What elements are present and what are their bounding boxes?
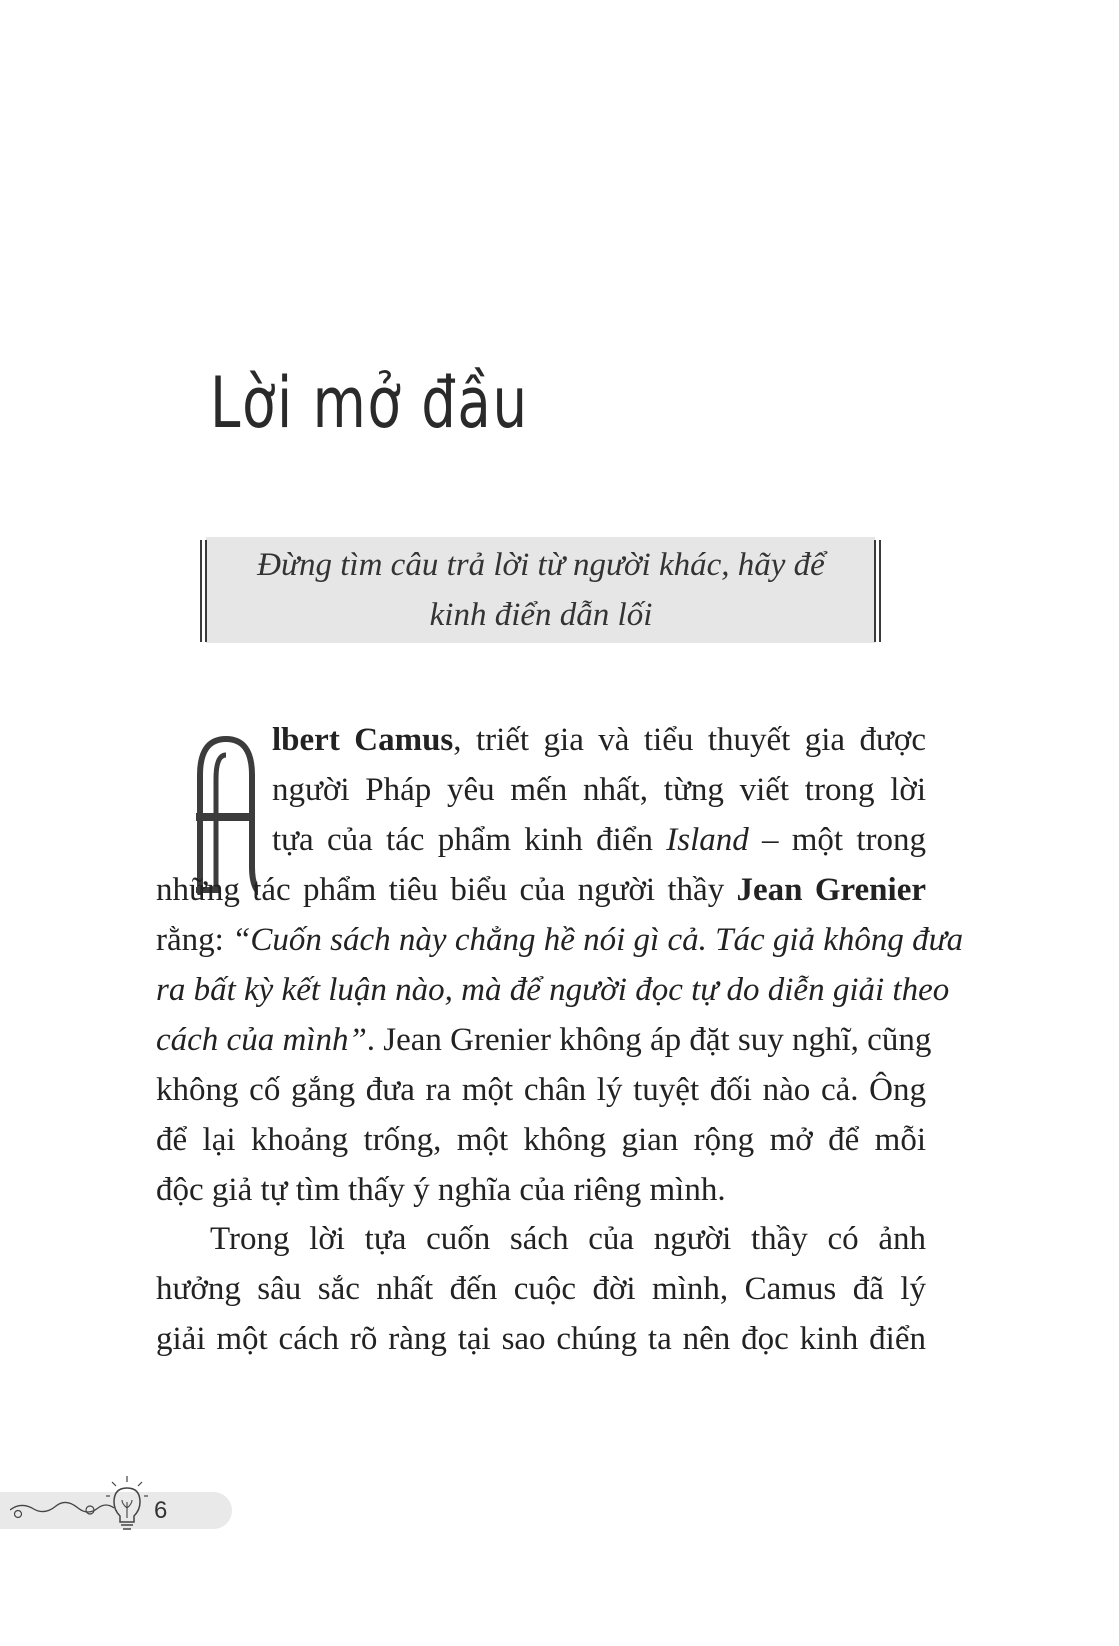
paragraph-line: người Pháp yêu mến nhất, từng viết trong lời — [272, 772, 926, 808]
paragraph-line: ra bất kỳ kết luận nào, mà để người đọc tự do diễn giải theo — [156, 972, 950, 1008]
epigraph-rule-left-inner — [205, 540, 207, 642]
epigraph-rule-right-inner — [874, 540, 876, 642]
paragraph-line: hưởng sâu sắc nhất đến cuộc đời mình, Camus đã lý — [156, 1271, 926, 1307]
paragraph-line — [156, 715, 926, 765]
lightbulb-icon — [10, 1462, 160, 1532]
paragraph-line: giải một cách rõ ràng tại sao chúng ta nên đọc kinh điển — [156, 1321, 926, 1357]
text-run: , triết gia và tiểu thuyết gia được — [453, 722, 926, 758]
paragraph-line — [156, 1015, 932, 1065]
italic-text: Island — [666, 822, 749, 858]
bold-text: lbert Camus — [272, 722, 454, 758]
italic-text: “Cuốn sách này chẳng hề nói gì cả. Tác giả không đưa — [232, 922, 964, 958]
epigraph-rule-left-outer — [200, 540, 202, 642]
text-run: . Jean Grenier không áp đặt suy nghĩ, cũng — [366, 1022, 932, 1058]
paragraph-line — [156, 815, 926, 865]
epigraph-line: Đừng tìm câu trả lời từ người khác, hãy để — [257, 547, 825, 583]
paragraph-2 — [156, 1214, 926, 1364]
paragraph-1 — [156, 715, 964, 1215]
paragraph-line: độc giả tự tìm thấy ý nghĩa của riêng mình. — [156, 1172, 726, 1208]
paragraph-line: Trong lời tựa cuốn sách của người thầy có ảnh — [210, 1221, 926, 1257]
bold-text: Jean Grenier — [736, 872, 927, 908]
text-run: tựa của tác phẩm kinh điển — [272, 822, 667, 858]
text-run: những tác phẩm tiêu biểu của người thầy — [156, 872, 737, 908]
epigraph-line: kinh điển dẫn lối — [429, 597, 653, 633]
text-run: – một trong — [748, 822, 926, 858]
paragraph-line — [156, 915, 964, 965]
paragraph-line: để lại khoảng trống, một không gian rộng mở để mỗi — [156, 1122, 926, 1158]
paragraph-line — [156, 865, 926, 915]
epigraph-rule-right-outer — [879, 540, 881, 642]
paragraph-line: không cố gắng đưa ra một chân lý tuyệt đối nào cả. Ông — [156, 1072, 926, 1108]
text-run: rằng: — [156, 922, 233, 958]
page-number: 6 — [154, 1497, 168, 1524]
italic-text: cách của mình” — [156, 1022, 367, 1058]
chapter-title: Lời mở đầu — [210, 362, 529, 444]
epigraph-quote — [210, 540, 872, 640]
